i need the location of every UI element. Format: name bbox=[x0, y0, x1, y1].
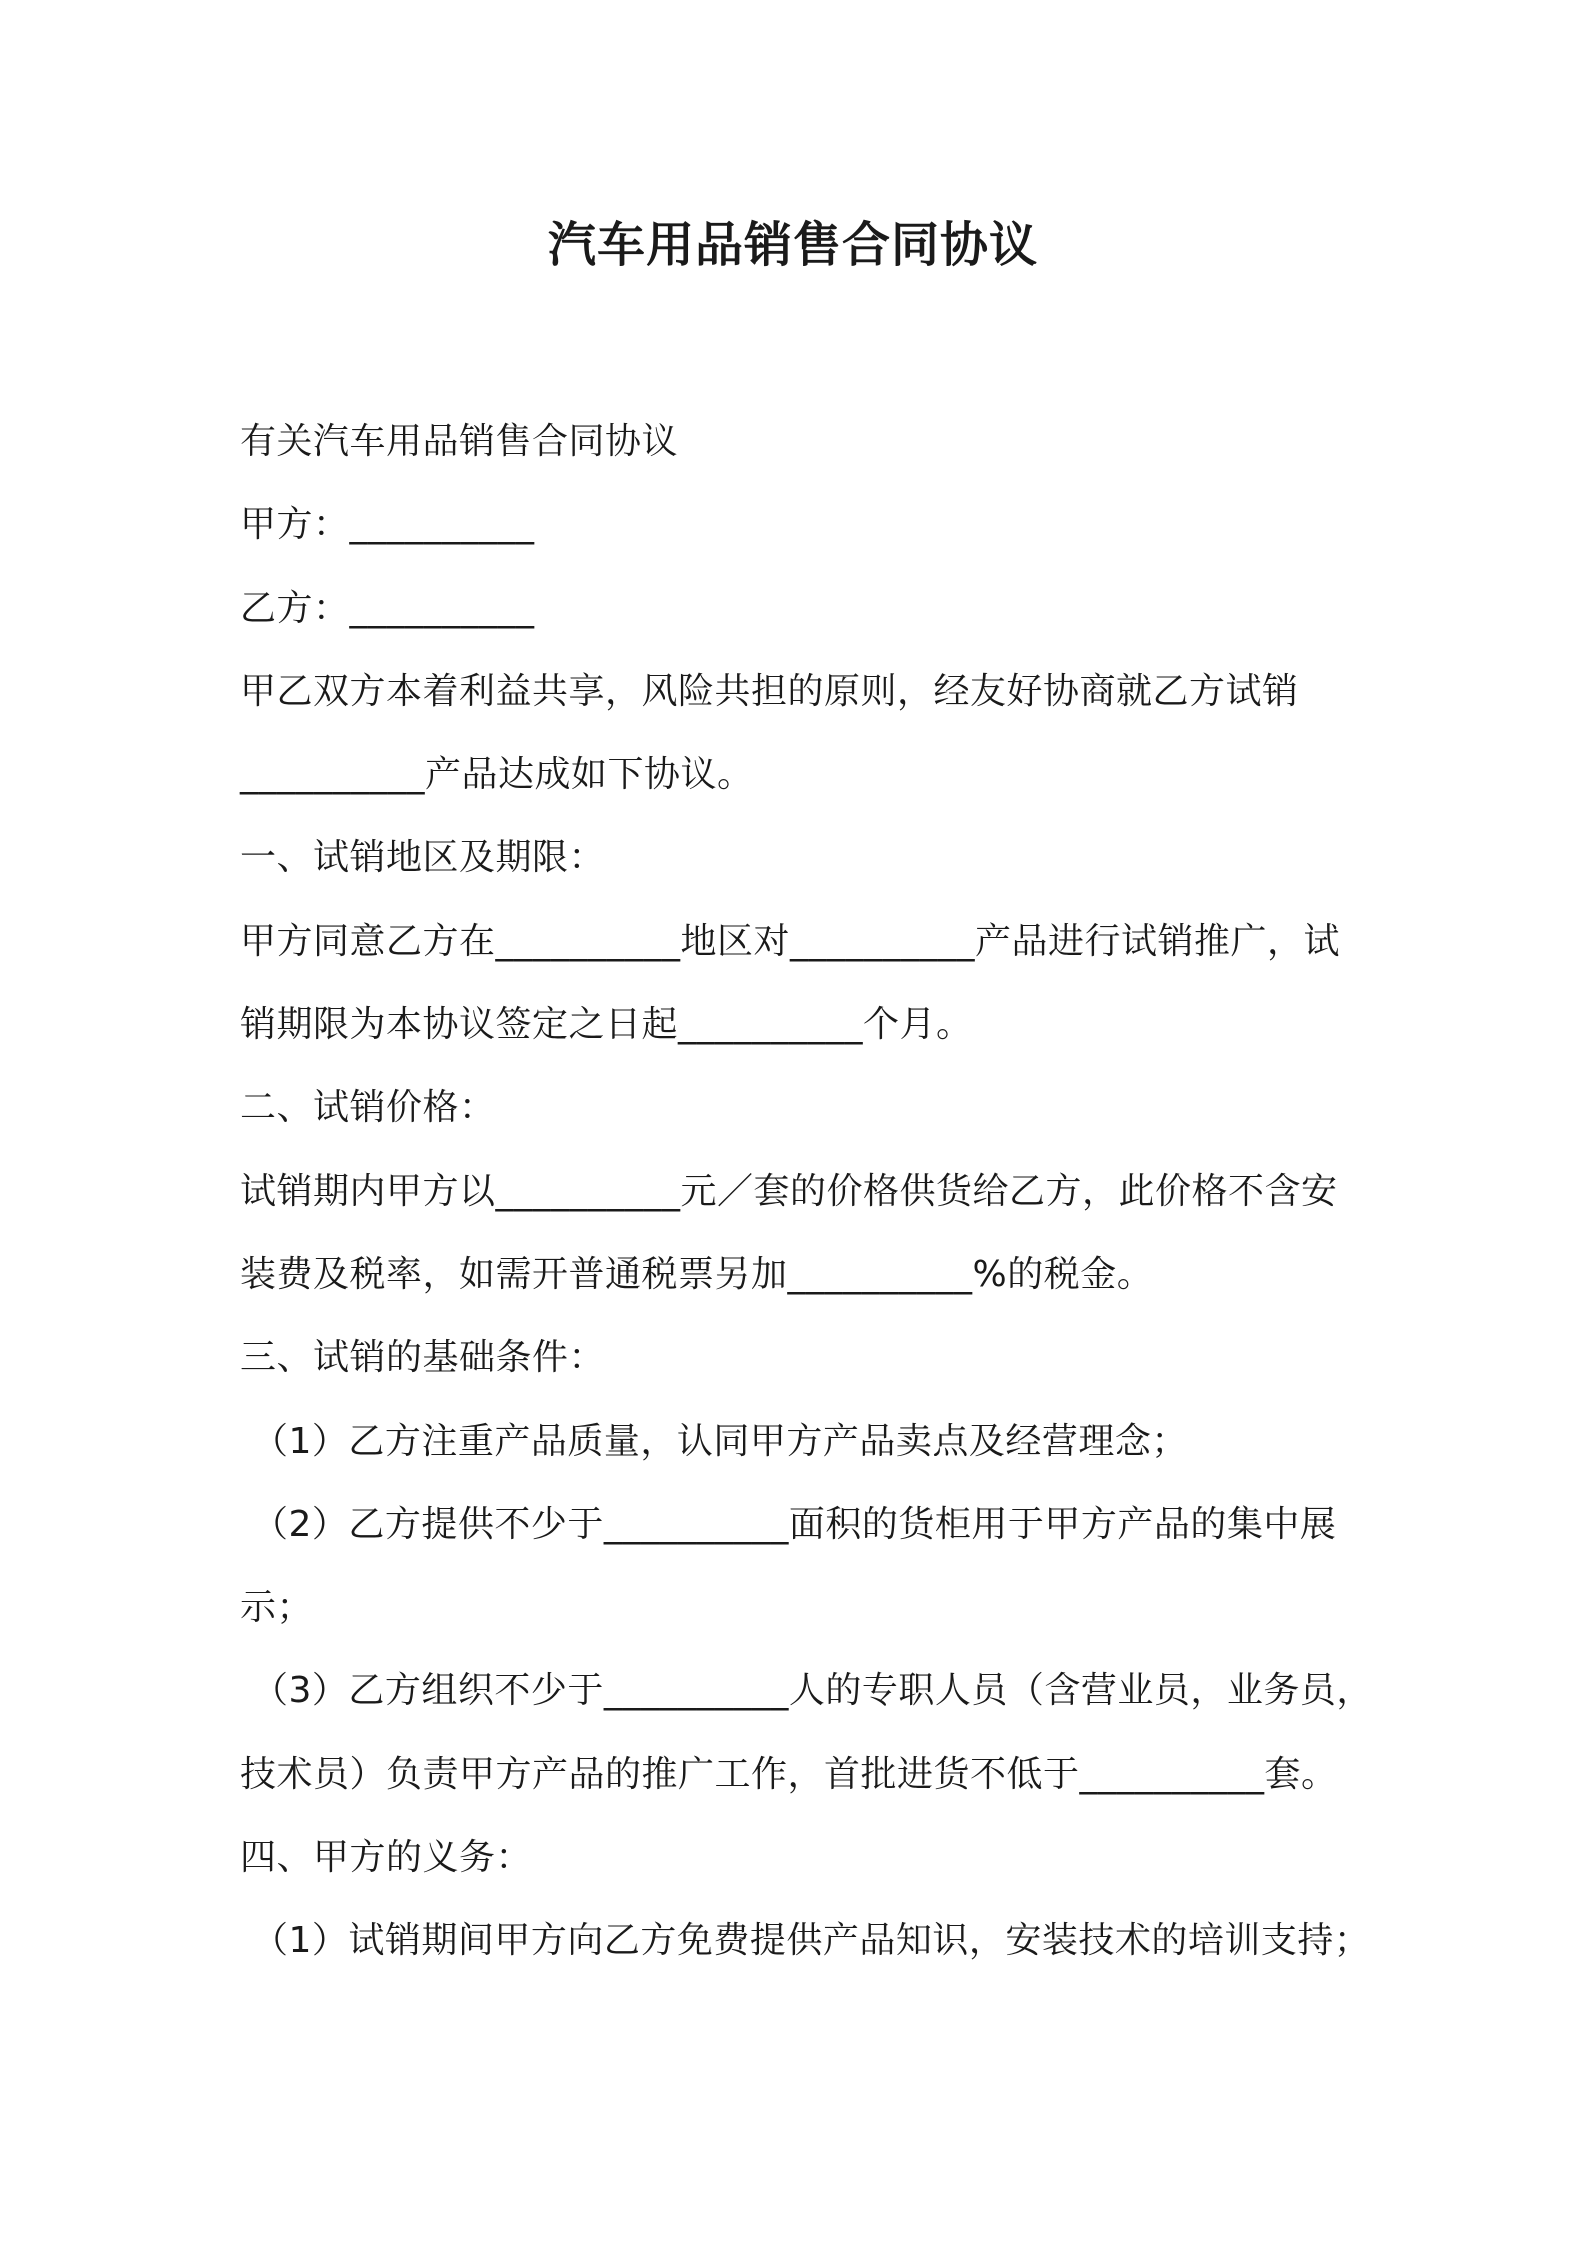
section-2-text-2: 装费及税率，如需开普通税票另加__________%的税金。 bbox=[240, 1253, 1154, 1295]
section-3-item-1: （1）乙方注重产品质量，认同甲方产品卖点及经营理念； bbox=[252, 1420, 1188, 1462]
document-title: 汽车用品销售合同协议 bbox=[547, 217, 1038, 273]
section-3-item-3-cont: 技术员）负责甲方产品的推广工作，首批进货不低于__________套。 bbox=[240, 1753, 1338, 1795]
party-b-line: 乙方：__________ bbox=[240, 587, 535, 629]
section-3-heading: 三、试销的基础条件： bbox=[240, 1337, 606, 1379]
section-1-heading: 一、试销地区及期限： bbox=[240, 837, 606, 879]
party-a-line: 甲方：__________ bbox=[240, 504, 535, 546]
section-2-heading: 二、试销价格： bbox=[240, 1087, 496, 1129]
section-4-item-1: （1）试销期间甲方向乙方免费提供产品知识，安装技术的培训支持； bbox=[252, 1920, 1371, 1962]
section-3-item-2: （2）乙方提供不少于__________面积的货柜用于甲方产品的集中展 bbox=[252, 1503, 1337, 1545]
section-1-text-1: 甲方同意乙方在__________地区对__________产品进行试销推广，试 bbox=[240, 920, 1341, 962]
section-3-item-3: （3）乙方组织不少于__________人的专职人员（含营业员，业务员， bbox=[252, 1670, 1373, 1712]
preamble-line-1: 甲乙双方本着利益共享，风险共担的原则，经友好协商就乙方试销 bbox=[240, 670, 1299, 712]
section-3-item-2-cont: 示； bbox=[240, 1587, 314, 1629]
document-body bbox=[240, 400, 1373, 1983]
section-1-text-2: 销期限为本协议签定之日起__________个月。 bbox=[240, 1004, 973, 1046]
section-2-text-1: 试销期内甲方以__________元／套的价格供货给乙方，此价格不含安 bbox=[240, 1170, 1338, 1212]
intro-heading: 有关汽车用品销售合同协议 bbox=[240, 421, 679, 462]
preamble-line-2: __________产品达成如下协议。 bbox=[240, 754, 754, 796]
section-4-heading: 四、甲方的义务： bbox=[240, 1837, 533, 1879]
